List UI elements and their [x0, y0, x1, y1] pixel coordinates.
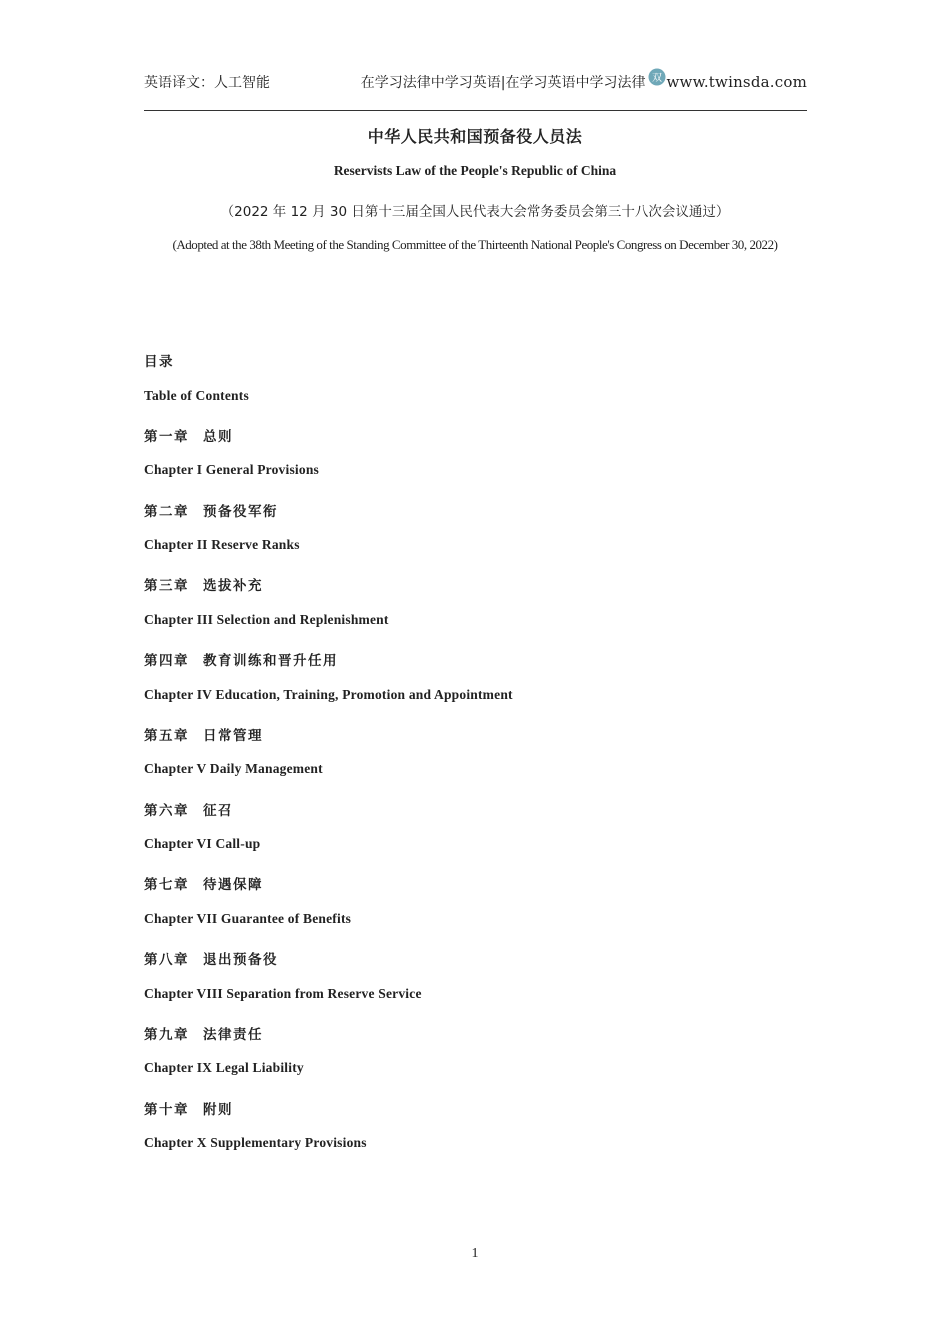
law-title-en: Reservists Law of the People's Republic of China — [333, 163, 617, 178]
logo-glyph: 双 — [651, 73, 662, 84]
chapter-title: 选拔补充 — [203, 578, 263, 594]
toc-chapter-2-en[interactable]: Chapter II Reserve Ranks — [144, 537, 300, 552]
chapter-number: 第七章 — [144, 877, 189, 893]
toc-chapter-10-cn[interactable] — [144, 1098, 233, 1118]
chapter-title: 征召 — [203, 803, 233, 819]
toc-chapter-8-en[interactable]: Chapter VIII Separation from Reserve Service — [144, 986, 422, 1001]
chapter-number: 第八章 — [144, 952, 189, 968]
chapter-title: 附则 — [203, 1102, 233, 1118]
header-slogan: 在学习法律中学习英语|在学习英语中学习法律 — [360, 75, 646, 91]
chapter-title: 教育训练和晋升任用 — [203, 653, 338, 669]
page-number: 1 — [471, 1246, 479, 1261]
toc-chapter-2-cn[interactable] — [144, 500, 278, 520]
chapter-title: 预备役军衔 — [203, 504, 278, 520]
chapter-number: 第二章 — [144, 504, 189, 520]
toc-chapter-3-en[interactable]: Chapter III Selection and Replenishment — [144, 612, 389, 627]
toc-chapter-4-en[interactable]: Chapter IV Education, Training, Promotion and Appointment — [144, 687, 513, 702]
chapter-title: 待遇保障 — [203, 877, 263, 893]
toc-chapter-7-cn[interactable] — [144, 873, 263, 893]
toc-chapter-9-en[interactable]: Chapter IX Legal Liability — [144, 1060, 304, 1075]
chapter-title: 总则 — [203, 429, 233, 445]
toc-chapter-3-cn[interactable] — [144, 574, 263, 594]
toc-chapter-6-cn[interactable] — [144, 799, 233, 819]
toc-chapter-7-en[interactable]: Chapter VII Guarantee of Benefits — [144, 911, 352, 926]
header-branding — [361, 66, 807, 92]
chapter-title: 退出预备役 — [203, 952, 278, 968]
toc-chapter-6-en[interactable]: Chapter VI Call-up — [144, 836, 261, 851]
header-divider — [144, 110, 807, 111]
header-document-category: 英语译文：人工智能 — [144, 75, 270, 91]
adoption-note-en: (Adopted at the 38th Meeting of the Standing Committee of the Thirteenth National People's Congress on December 30, 2022) — [172, 237, 778, 252]
toc-chapter-1-en[interactable]: Chapter I General Provisions — [144, 462, 319, 477]
chapter-title: 日常管理 — [203, 728, 263, 744]
chapter-number: 第三章 — [144, 578, 189, 594]
toc-chapter-4-cn[interactable] — [144, 649, 338, 669]
toc-heading-cn: 目录 — [144, 354, 174, 370]
toc-chapter-5-en[interactable]: Chapter V Daily Management — [144, 761, 323, 776]
chapter-number: 第六章 — [144, 803, 189, 819]
header-site-link[interactable]: www.twinsda.com — [666, 73, 807, 91]
chapter-number: 第五章 — [144, 728, 189, 744]
chapter-title: 法律责任 — [203, 1027, 263, 1043]
adoption-note-cn: （2022 年 12 月 30 日第十三届全国人民代表大会常务委员会第三十八次会议通过） — [220, 204, 730, 220]
toc-heading-en: Table of Contents — [144, 388, 249, 403]
chapter-number: 第四章 — [144, 653, 189, 669]
law-title-cn: 中华人民共和国预备役人员法 — [367, 127, 583, 146]
toc-chapter-8-cn[interactable] — [144, 948, 278, 968]
toc-chapter-9-cn[interactable] — [144, 1023, 263, 1043]
chapter-number: 第一章 — [144, 429, 189, 445]
twinsda-logo-icon — [648, 68, 666, 86]
page-header — [144, 66, 807, 98]
chapter-number: 第九章 — [144, 1027, 189, 1043]
toc-chapter-10-en[interactable]: Chapter X Supplementary Provisions — [144, 1135, 367, 1150]
toc-chapter-1-cn[interactable] — [144, 425, 233, 445]
toc-chapter-5-cn[interactable] — [144, 724, 263, 744]
chapter-number: 第十章 — [144, 1102, 189, 1118]
